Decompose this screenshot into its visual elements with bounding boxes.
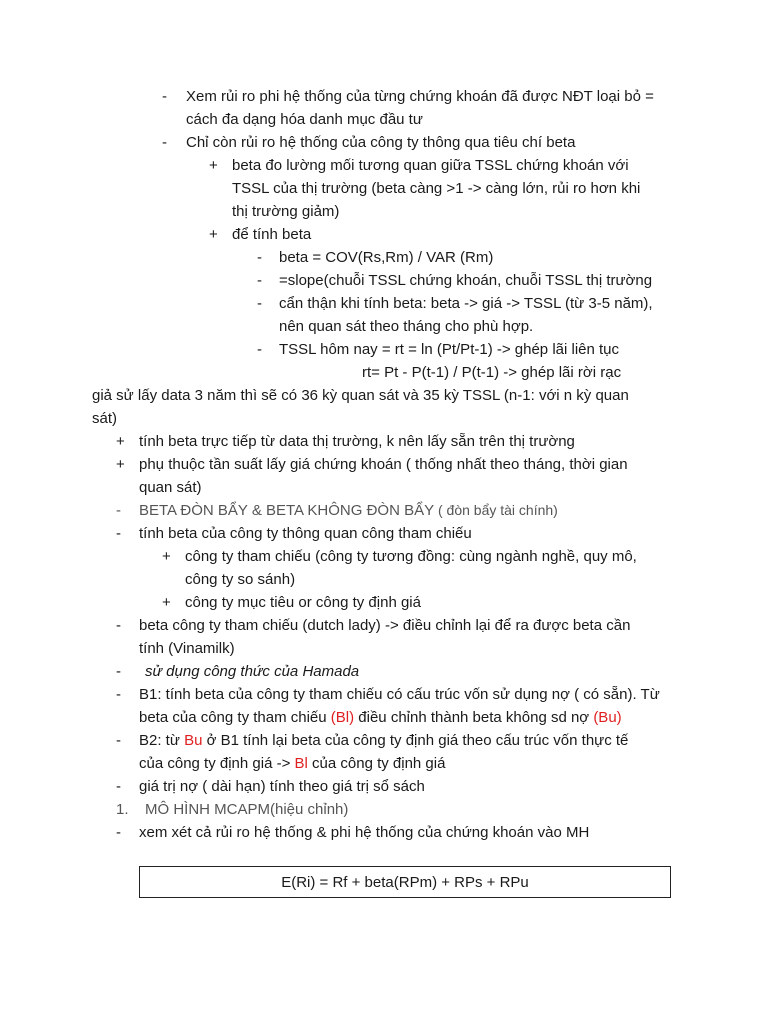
bullet-dash: -	[116, 663, 121, 680]
heading-note: ( đòn bẩy tài chính)	[437, 502, 558, 518]
text-line: beta công ty tham chiếu (dutch lady) -> điều chỉnh lại để ra được beta cần	[139, 617, 631, 634]
text-line: xem xét cả rủi ro hệ thống & phi hệ thống của chứng khoán vào MH	[139, 824, 590, 841]
bullet-dash: -	[116, 778, 121, 795]
formula-box	[139, 866, 671, 898]
highlight-red: (Bl)	[330, 709, 355, 726]
section-heading: MÔ HÌNH MCAPM(hiệu chỉnh)	[145, 801, 349, 818]
text-line: beta = COV(Rs,Rm) / VAR (Rm)	[279, 249, 494, 266]
text-run: beta của công ty tham chiếu	[139, 709, 331, 726]
text-run: điều chỉnh thành beta không sd nợ	[354, 709, 594, 726]
text-line: cách đa dạng hóa danh mục đầu tư	[186, 111, 423, 128]
text-line: TSSL hôm nay = rt = ln (Pt/Pt-1) -> ghép lãi liên tục	[279, 341, 620, 358]
bullet-dash: -	[162, 134, 167, 151]
bullet-plus: +	[162, 594, 171, 611]
text-line: rt= Pt - P(t-1) / P(t-1) -> ghép lãi rời rạc	[362, 364, 622, 381]
text-line: quan sát)	[139, 479, 202, 496]
bullet-dash: -	[116, 686, 121, 703]
text-run: ở B1 tính lại beta của công ty định giá theo cấu trúc vốn thực tế	[202, 732, 629, 749]
bullet-plus: +	[116, 456, 125, 473]
text-line	[139, 752, 445, 775]
text-line: Chỉ còn rủi ro hệ thống của công ty thông qua tiêu chí beta	[186, 134, 576, 151]
text-line: công ty mục tiêu or công ty định giá	[185, 594, 421, 611]
text-run: của công ty định giá	[307, 755, 446, 772]
paragraph-line: giả sử lấy data 3 năm thì sẽ có 36 kỳ quan sát và 35 kỳ TSSL (n-1: với n kỳ quan	[92, 387, 629, 404]
text-line	[139, 729, 628, 752]
text-line: TSSL của thị trường (beta càng >1 -> càng lớn, rủi ro hơn khi	[232, 180, 641, 197]
bullet-dash: -	[116, 617, 121, 634]
bullet-dash: -	[116, 824, 121, 841]
formula-text: E(Ri) = Rf + beta(RPm) + RPs + RPu	[281, 873, 529, 891]
text-line: B1: tính beta của công ty tham chiếu có cấu trúc vốn sử dụng nợ ( có sẵn). Từ	[139, 686, 660, 703]
bullet-dash: -	[257, 295, 262, 312]
text-line: công ty tham chiếu (công ty tương đồng: cùng ngành nghề, quy mô,	[185, 548, 637, 565]
text-run: B2: từ	[139, 732, 185, 749]
text-line: phụ thuộc tần suất lấy giá chứng khoán ( thống nhất theo tháng, thời gian	[139, 456, 628, 473]
text-line: để tính beta	[232, 226, 312, 243]
text-line: beta đo lường mối tương quan giữa TSSL chứng khoán với	[232, 157, 629, 174]
text-line: công ty so sánh)	[185, 571, 296, 588]
bullet-dash: -	[162, 88, 167, 105]
text-line: Xem rủi ro phi hệ thống của từng chứng khoán đã được NĐT loại bỏ =	[186, 88, 654, 105]
text-line: tính beta của công ty thông quan công tham chiếu	[139, 525, 472, 542]
text-line: giá trị nợ ( dài hạn) tính theo giá trị sổ sách	[139, 778, 425, 795]
text-line: =slope(chuỗi TSSL chứng khoán, chuỗi TSSL thị trường	[279, 272, 653, 289]
list-number: 1.	[116, 801, 129, 818]
text-line: tính (Vinamilk)	[139, 640, 235, 657]
bullet-dash: -	[257, 341, 262, 358]
bullet-dash: -	[116, 732, 121, 749]
text-run: của công ty định giá ->	[139, 755, 295, 772]
bullet-dash: -	[116, 525, 121, 542]
bullet-plus: +	[162, 548, 171, 565]
bullet-plus: +	[209, 157, 218, 174]
text-line: sử dụng công thức của Hamada	[145, 663, 360, 680]
bullet-dash: -	[257, 272, 262, 289]
bullet-plus: +	[116, 433, 125, 450]
paragraph-line: sát)	[92, 410, 118, 427]
highlight-red: Bu	[184, 732, 203, 749]
section-heading	[139, 499, 558, 522]
bullet-dash: -	[116, 502, 121, 519]
text-line: cẩn thận khi tính beta: beta -> giá -> TSSL (từ 3-5 năm),	[279, 295, 653, 312]
text-line: tính beta trực tiếp từ data thị trường, k nên lấy sẵn trên thị trường	[139, 433, 575, 450]
heading-text: BETA ĐÒN BẨY & BETA KHÔNG ĐÒN BẨY	[139, 502, 438, 519]
text-line: nên quan sát theo tháng cho phù hợp.	[279, 318, 534, 335]
text-line: thị trường giảm)	[232, 203, 340, 220]
text-line	[139, 706, 622, 729]
bullet-plus: +	[209, 226, 218, 243]
bullet-dash: -	[257, 249, 262, 266]
highlight-red: Bl	[294, 755, 308, 772]
highlight-red: (Bu)	[593, 709, 622, 726]
